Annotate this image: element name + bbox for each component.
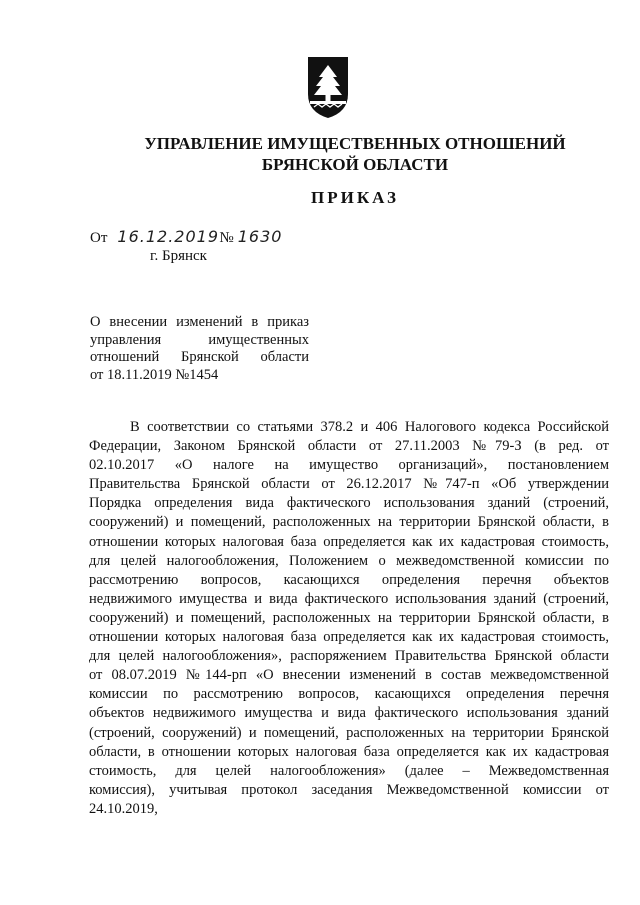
body-line: Федерации, Законом Брянской области от 27.11.2003 №79-З (в ред. от xyxy=(89,438,609,455)
body-line: объектов недвижимого имущества и вида фактического использования зданий xyxy=(89,705,609,722)
city: г. Брянск xyxy=(150,248,207,264)
body-line: области, в отношении которых налоговая база определяется как их кадастровая xyxy=(89,743,609,760)
body-line: (строений, сооружений) и помещений, расположенных на территории Брянской xyxy=(89,724,609,741)
body-line: Порядка определения вида фактического использования зданий (строений, xyxy=(89,495,609,512)
org-line-2: БРЯНСКОЙ ОБЛАСТИ xyxy=(261,155,449,174)
body-line: для целей налогообложения, Положением о межведомственной комиссии по xyxy=(89,552,609,569)
subject-line: отношений Брянской области xyxy=(90,349,309,366)
from-label: От xyxy=(90,230,108,246)
body-line: комиссия), учитывая протокол заседания Межведомственной комиссии от xyxy=(89,781,609,798)
body-line: недвижимого имущества и вида фактического использования зданий (строений, xyxy=(89,590,609,607)
handwritten-date: 16.12.2019 xyxy=(117,227,219,246)
coat-of-arms-emblem xyxy=(302,54,354,120)
body-paragraph xyxy=(89,418,609,819)
body-line: 02.10.2017 «О налоге на имущество организаций», постановлением xyxy=(89,457,609,474)
body-line: стоимость, для целей налогообложения» (далее – Межведомственная xyxy=(89,762,609,779)
body-line: рассмотрению вопросов, касающихся определения перечня объектов xyxy=(89,571,609,588)
body-line: Правительства Брянской области от 26.12.2017 №747-п «Об утверждении xyxy=(89,476,609,493)
body-line: сооружений) и помещений, расположенных на территории Брянской области, в xyxy=(89,609,609,626)
body-line: сооружений) и помещений, расположенных на территории Брянской области, в xyxy=(89,514,609,531)
body-line: В соответствии со статьями 378.2 и 406 Налогового кодекса Российской xyxy=(130,419,609,435)
document-type: ПРИКАЗ xyxy=(311,188,399,207)
org-line-1: УПРАВЛЕНИЕ ИМУЩЕСТВЕННЫХ ОТНОШЕНИЙ xyxy=(144,134,566,153)
subject-line: от 18.11.2019 №1454 xyxy=(90,366,219,383)
body-line: комиссии по рассмотрению вопросов, касающихся определения перечня xyxy=(89,686,609,703)
body-line: для целей налогообложения», распоряжением Правительства Брянской области xyxy=(89,648,609,665)
body-line: отношении которых налоговая база определяется как их кадастровая стоимость, xyxy=(89,533,609,550)
subject-block xyxy=(90,314,309,384)
date-number-line xyxy=(90,227,282,247)
body-line: от 08.07.2019 №144-рп «О внесении изменений в состав межведомственной xyxy=(89,667,609,684)
body-line: 24.10.2019, xyxy=(89,800,158,817)
subject-line: О внесении изменений в приказ xyxy=(90,314,309,330)
handwritten-number: 1630 xyxy=(237,227,283,246)
organization-name xyxy=(130,133,580,175)
body-line: отношении которых налоговая база определяется как их кадастровая стоимость, xyxy=(89,629,609,646)
subject-line: управления имущественных xyxy=(90,331,309,348)
number-label: № xyxy=(219,230,234,246)
